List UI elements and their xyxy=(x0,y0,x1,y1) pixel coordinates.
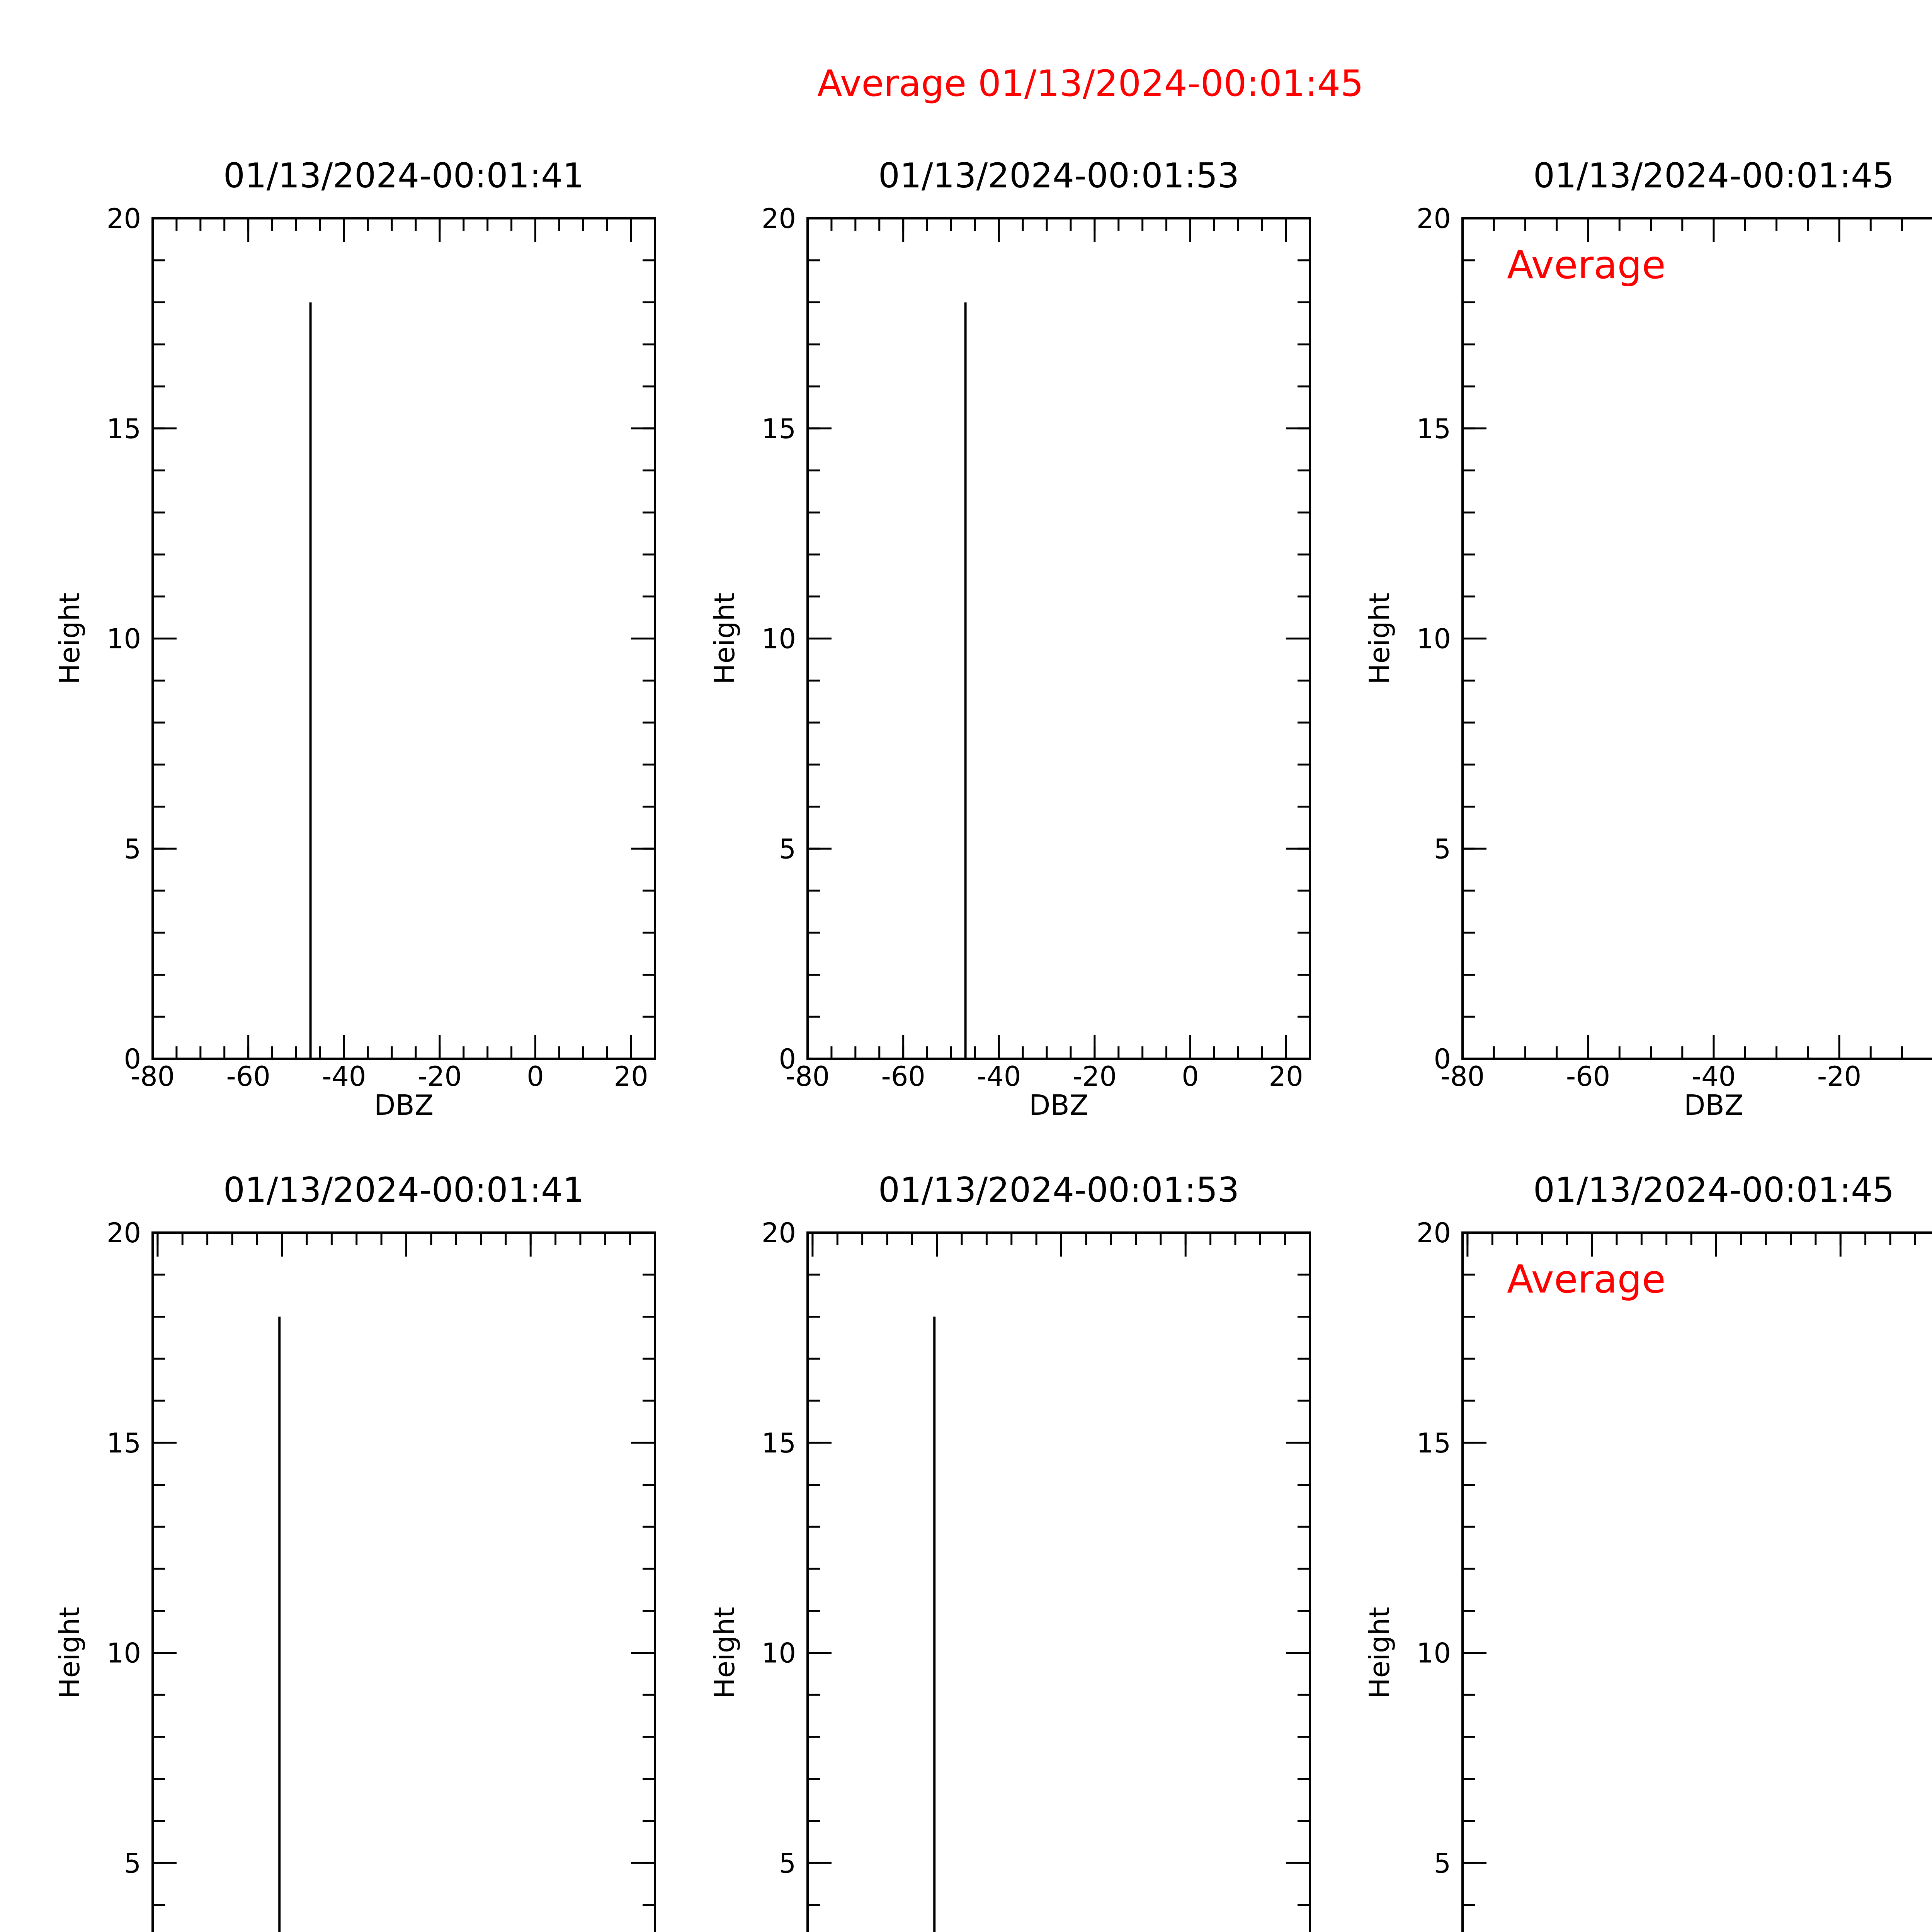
y-tick-label: 10 xyxy=(106,623,141,655)
average-annotation: Average xyxy=(1507,1257,1666,1302)
y-tick-label: 0 xyxy=(779,1043,796,1075)
y-tick-label: 15 xyxy=(761,1427,796,1459)
y-tick-label: 10 xyxy=(106,1637,141,1669)
x-tick-label: -40 xyxy=(1691,1061,1736,1092)
x-tick-label: -60 xyxy=(226,1061,270,1092)
x-tick-label: -20 xyxy=(1072,1061,1117,1092)
y-axis-label: Height xyxy=(1363,1607,1396,1699)
average-annotation: Average xyxy=(1507,242,1666,287)
x-tick-label: -40 xyxy=(977,1061,1021,1092)
y-tick-label: 5 xyxy=(779,833,796,865)
y-axis-label: Height xyxy=(1363,592,1396,685)
x-tick-label: 0 xyxy=(1182,1061,1199,1092)
x-tick-label: 20 xyxy=(614,1061,648,1092)
y-tick-label: 5 xyxy=(124,1847,141,1879)
y-axis-label: Height xyxy=(708,1607,741,1699)
y-tick-label: 5 xyxy=(124,833,141,865)
y-tick-label: 10 xyxy=(1416,623,1451,655)
x-tick-label: 0 xyxy=(527,1061,544,1092)
y-tick-label: 10 xyxy=(1416,1637,1451,1669)
y-tick-label: 15 xyxy=(1416,1427,1451,1459)
y-tick-label: 15 xyxy=(1416,413,1451,445)
x-tick-label: -20 xyxy=(417,1061,462,1092)
subplot-title: 01/13/2024-00:01:45 xyxy=(1533,156,1895,196)
y-tick-label: 20 xyxy=(761,203,796,235)
y-tick-label: 20 xyxy=(761,1217,796,1249)
subplot-title: 01/13/2024-00:01:41 xyxy=(223,156,585,196)
x-tick-label: -60 xyxy=(1566,1061,1611,1092)
y-tick-label: 20 xyxy=(1416,1217,1451,1249)
y-tick-label: 0 xyxy=(1434,1043,1451,1075)
y-tick-label: 10 xyxy=(761,623,796,655)
x-axis-label: DBZ xyxy=(1684,1089,1744,1121)
y-tick-label: 15 xyxy=(761,413,796,445)
y-tick-label: 5 xyxy=(779,1847,796,1879)
y-tick-label: 15 xyxy=(106,1427,141,1459)
x-tick-label: -80 xyxy=(1440,1061,1485,1092)
y-axis-label: Height xyxy=(53,1607,86,1699)
y-axis-label: Height xyxy=(708,592,741,685)
figure-title: Average 01/13/2024-00:01:45 xyxy=(817,63,1364,105)
x-tick-label: -40 xyxy=(322,1061,366,1092)
y-tick-label: 10 xyxy=(761,1637,796,1669)
subplot-title: 01/13/2024-00:01:53 xyxy=(878,1170,1240,1210)
y-tick-label: 5 xyxy=(1434,1847,1451,1879)
subplot-title: 01/13/2024-00:01:45 xyxy=(1533,1170,1895,1210)
x-tick-label: -60 xyxy=(881,1061,925,1092)
x-tick-label: -80 xyxy=(130,1061,175,1092)
y-tick-label: 0 xyxy=(124,1043,141,1075)
y-tick-label: 5 xyxy=(1434,833,1451,865)
x-tick-label: 20 xyxy=(1269,1061,1303,1092)
y-axis-label: Height xyxy=(53,592,86,685)
subplot-title: 01/13/2024-00:01:53 xyxy=(878,156,1240,196)
y-tick-label: 20 xyxy=(1416,203,1451,235)
subplot-title: 01/13/2024-00:01:41 xyxy=(223,1170,585,1210)
x-axis-label: DBZ xyxy=(374,1089,434,1121)
x-tick-label: -20 xyxy=(1817,1061,1862,1092)
x-tick-label: -80 xyxy=(785,1061,830,1092)
y-tick-label: 20 xyxy=(106,203,141,235)
x-axis-label: DBZ xyxy=(1029,1089,1089,1121)
y-tick-label: 20 xyxy=(106,1217,141,1249)
y-tick-label: 15 xyxy=(106,413,141,445)
